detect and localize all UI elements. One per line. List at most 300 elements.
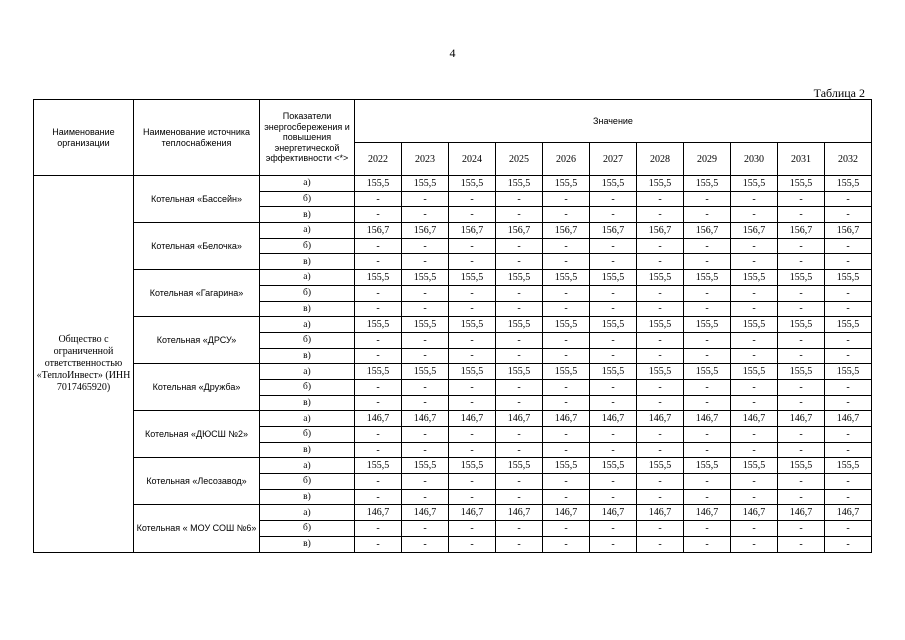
value-cell: -	[543, 348, 590, 364]
value-cell: -	[449, 395, 496, 411]
value-cell: -	[496, 254, 543, 270]
value-cell: 155,5	[637, 317, 684, 333]
indicator-label: б)	[260, 285, 355, 301]
value-cell: 155,5	[778, 317, 825, 333]
value-cell: -	[684, 427, 731, 443]
value-cell: 155,5	[543, 317, 590, 333]
year-header: 2027	[590, 143, 637, 176]
value-cell: -	[449, 285, 496, 301]
value-cell: -	[355, 191, 402, 207]
value-cell: -	[778, 191, 825, 207]
value-cell: 155,5	[731, 317, 778, 333]
value-cell: -	[402, 536, 449, 552]
value-cell: -	[449, 238, 496, 254]
value-cell: -	[731, 207, 778, 223]
value-cell: 155,5	[402, 176, 449, 192]
value-cell: -	[590, 332, 637, 348]
value-cell: -	[590, 207, 637, 223]
value-cell: 155,5	[637, 458, 684, 474]
table-caption: Таблица 2	[813, 86, 865, 100]
value-cell: -	[637, 442, 684, 458]
value-cell: -	[543, 489, 590, 505]
indicator-label: а)	[260, 223, 355, 239]
year-header: 2025	[496, 143, 543, 176]
value-cell: 146,7	[449, 505, 496, 521]
indicator-label: в)	[260, 254, 355, 270]
value-cell: 156,7	[731, 223, 778, 239]
value-cell: -	[402, 238, 449, 254]
value-cell: 155,5	[402, 364, 449, 380]
value-cell: -	[684, 191, 731, 207]
value-cell: 146,7	[402, 505, 449, 521]
value-cell: -	[731, 395, 778, 411]
table-row	[34, 505, 872, 521]
value-cell: -	[684, 348, 731, 364]
value-cell: -	[778, 207, 825, 223]
indicator-label: а)	[260, 458, 355, 474]
value-cell: 155,5	[449, 364, 496, 380]
value-cell: -	[496, 379, 543, 395]
indicator-label: в)	[260, 442, 355, 458]
value-cell: 155,5	[825, 458, 872, 474]
indicator-label: а)	[260, 270, 355, 286]
value-cell: 155,5	[496, 364, 543, 380]
indicator-label: б)	[260, 474, 355, 490]
value-cell: 146,7	[355, 411, 402, 427]
value-cell: -	[543, 207, 590, 223]
value-cell: -	[825, 254, 872, 270]
value-cell: 155,5	[731, 176, 778, 192]
value-cell: -	[449, 207, 496, 223]
indicator-label: б)	[260, 332, 355, 348]
value-cell: 155,5	[684, 317, 731, 333]
value-cell: 156,7	[778, 223, 825, 239]
value-cell: 146,7	[590, 505, 637, 521]
value-cell: -	[637, 254, 684, 270]
value-cell: -	[449, 536, 496, 552]
value-cell: -	[731, 238, 778, 254]
source-name: Котельная «Дружба»	[134, 364, 260, 411]
value-cell: -	[402, 521, 449, 537]
value-cell: 155,5	[543, 176, 590, 192]
value-cell: -	[825, 207, 872, 223]
value-cell: 155,5	[590, 364, 637, 380]
value-cell: 155,5	[496, 176, 543, 192]
value-cell: -	[637, 427, 684, 443]
value-cell: 155,5	[496, 317, 543, 333]
value-cell: 155,5	[825, 364, 872, 380]
value-cell: -	[543, 238, 590, 254]
value-cell: -	[355, 238, 402, 254]
value-cell: -	[825, 332, 872, 348]
value-cell: -	[355, 536, 402, 552]
value-cell: -	[449, 442, 496, 458]
value-cell: 155,5	[590, 458, 637, 474]
value-cell: -	[825, 395, 872, 411]
value-cell: 146,7	[778, 505, 825, 521]
value-cell: 146,7	[731, 411, 778, 427]
value-cell: -	[496, 285, 543, 301]
value-cell: 155,5	[778, 458, 825, 474]
value-cell: -	[402, 332, 449, 348]
value-cell: -	[778, 301, 825, 317]
year-header: 2023	[402, 143, 449, 176]
value-cell: -	[590, 285, 637, 301]
value-cell: 155,5	[449, 317, 496, 333]
table-row	[34, 270, 872, 286]
value-cell: -	[543, 301, 590, 317]
value-cell: 155,5	[543, 458, 590, 474]
source-name: Котельная « МОУ СОШ №6»	[134, 505, 260, 552]
value-cell: -	[449, 489, 496, 505]
year-header: 2024	[449, 143, 496, 176]
value-cell: 146,7	[825, 411, 872, 427]
value-cell: -	[684, 301, 731, 317]
value-cell: 146,7	[731, 505, 778, 521]
value-cell: 155,5	[731, 270, 778, 286]
value-cell: -	[778, 474, 825, 490]
value-cell: -	[449, 332, 496, 348]
value-cell: -	[449, 254, 496, 270]
value-cell: 146,7	[778, 411, 825, 427]
value-cell: -	[825, 427, 872, 443]
indicator-label: а)	[260, 176, 355, 192]
value-cell: 155,5	[637, 270, 684, 286]
value-cell: 156,7	[825, 223, 872, 239]
value-cell: -	[543, 395, 590, 411]
value-cell: -	[637, 489, 684, 505]
value-cell: -	[684, 489, 731, 505]
value-cell: 146,7	[543, 505, 590, 521]
table-row	[34, 223, 872, 239]
value-cell: -	[825, 191, 872, 207]
value-cell: -	[543, 379, 590, 395]
value-cell: -	[731, 332, 778, 348]
value-cell: -	[637, 238, 684, 254]
value-cell: -	[684, 207, 731, 223]
value-cell: -	[543, 254, 590, 270]
value-cell: 155,5	[449, 458, 496, 474]
value-cell: -	[402, 191, 449, 207]
value-cell: -	[355, 442, 402, 458]
indicator-label: б)	[260, 379, 355, 395]
value-cell: 155,5	[637, 364, 684, 380]
value-cell: -	[355, 207, 402, 223]
source-name: Котельная «Гагарина»	[134, 270, 260, 317]
value-cell: -	[778, 332, 825, 348]
value-cell: -	[684, 285, 731, 301]
value-cell: -	[825, 348, 872, 364]
value-cell: -	[684, 474, 731, 490]
value-cell: -	[825, 238, 872, 254]
value-cell: -	[543, 442, 590, 458]
value-cell: 146,7	[825, 505, 872, 521]
value-cell: -	[778, 254, 825, 270]
value-cell: -	[684, 238, 731, 254]
value-cell: 155,5	[825, 270, 872, 286]
value-cell: -	[825, 379, 872, 395]
value-cell: -	[543, 332, 590, 348]
header-source: Наименование источника теплоснабжения	[134, 100, 260, 176]
page-number: 4	[449, 46, 456, 60]
value-cell: -	[355, 332, 402, 348]
value-cell: -	[590, 301, 637, 317]
value-cell: -	[402, 427, 449, 443]
value-cell: -	[590, 379, 637, 395]
value-cell: 155,5	[355, 270, 402, 286]
value-cell: -	[449, 379, 496, 395]
value-cell: -	[731, 474, 778, 490]
value-cell: -	[825, 474, 872, 490]
value-cell: -	[684, 254, 731, 270]
source-name: Котельная «Бассейн»	[134, 176, 260, 223]
year-header: 2030	[731, 143, 778, 176]
value-cell: -	[449, 191, 496, 207]
value-cell: 155,5	[731, 364, 778, 380]
table-row	[34, 176, 872, 192]
value-cell: 155,5	[637, 176, 684, 192]
value-cell: -	[449, 301, 496, 317]
year-header: 2026	[543, 143, 590, 176]
value-cell: 155,5	[543, 270, 590, 286]
value-cell: -	[590, 536, 637, 552]
value-cell: 146,7	[496, 505, 543, 521]
value-cell: -	[731, 489, 778, 505]
value-cell: -	[731, 301, 778, 317]
value-cell: -	[825, 489, 872, 505]
value-cell: -	[496, 207, 543, 223]
value-cell: -	[402, 474, 449, 490]
indicator-label: в)	[260, 348, 355, 364]
value-cell: 146,7	[684, 411, 731, 427]
source-name: Котельная «Белочка»	[134, 223, 260, 270]
value-cell: -	[684, 521, 731, 537]
value-cell: 155,5	[449, 176, 496, 192]
value-cell: -	[590, 474, 637, 490]
indicator-label: а)	[260, 317, 355, 333]
indicator-label: в)	[260, 207, 355, 223]
value-cell: -	[778, 442, 825, 458]
value-cell: 155,5	[684, 176, 731, 192]
value-cell: -	[637, 301, 684, 317]
value-cell: -	[402, 379, 449, 395]
value-cell: -	[590, 191, 637, 207]
value-cell: -	[355, 489, 402, 505]
value-cell: 146,7	[637, 505, 684, 521]
value-cell: -	[543, 285, 590, 301]
value-cell: -	[402, 489, 449, 505]
value-cell: -	[637, 395, 684, 411]
value-cell: -	[778, 521, 825, 537]
indicator-label: в)	[260, 489, 355, 505]
year-header: 2031	[778, 143, 825, 176]
value-cell: -	[637, 379, 684, 395]
year-header: 2022	[355, 143, 402, 176]
value-cell: -	[402, 442, 449, 458]
indicator-label: в)	[260, 395, 355, 411]
indicator-label: а)	[260, 411, 355, 427]
value-cell: 156,7	[590, 223, 637, 239]
value-cell: -	[731, 348, 778, 364]
value-cell: 155,5	[684, 364, 731, 380]
value-cell: -	[590, 395, 637, 411]
indicator-label: а)	[260, 364, 355, 380]
value-cell: 146,7	[449, 411, 496, 427]
table-body	[34, 176, 872, 553]
year-header: 2029	[684, 143, 731, 176]
value-cell: -	[496, 427, 543, 443]
value-cell: -	[778, 489, 825, 505]
value-cell: -	[590, 489, 637, 505]
value-cell: -	[543, 521, 590, 537]
indicator-label: б)	[260, 427, 355, 443]
value-cell: 155,5	[543, 364, 590, 380]
value-cell: 155,5	[778, 364, 825, 380]
value-cell: 155,5	[590, 270, 637, 286]
source-name: Котельная «Лесозавод»	[134, 458, 260, 505]
value-cell: -	[825, 521, 872, 537]
header-value: Значение	[355, 100, 872, 143]
value-cell: -	[355, 285, 402, 301]
value-cell: 155,5	[590, 317, 637, 333]
value-cell: -	[496, 521, 543, 537]
indicator-label: б)	[260, 191, 355, 207]
value-cell: -	[778, 238, 825, 254]
value-cell: -	[778, 348, 825, 364]
organization-name: Общество с ограниченной ответственностью «ТеплоИнвест» (ИНН 7017465920)	[34, 176, 134, 553]
value-cell: -	[637, 285, 684, 301]
value-cell: -	[637, 521, 684, 537]
value-cell: -	[355, 301, 402, 317]
value-cell: -	[825, 301, 872, 317]
value-cell: -	[496, 442, 543, 458]
value-cell: 155,5	[496, 458, 543, 474]
value-cell: -	[496, 301, 543, 317]
value-cell: 156,7	[637, 223, 684, 239]
indicator-label: б)	[260, 238, 355, 254]
value-cell: 146,7	[355, 505, 402, 521]
value-cell: -	[731, 191, 778, 207]
value-cell: -	[449, 427, 496, 443]
value-cell: -	[637, 536, 684, 552]
table-row	[34, 364, 872, 380]
value-cell: -	[496, 474, 543, 490]
value-cell: 156,7	[496, 223, 543, 239]
value-cell: -	[684, 395, 731, 411]
indicator-label: а)	[260, 505, 355, 521]
value-cell: -	[496, 332, 543, 348]
value-cell: -	[543, 191, 590, 207]
value-cell: 156,7	[449, 223, 496, 239]
value-cell: 155,5	[684, 458, 731, 474]
value-cell: -	[684, 379, 731, 395]
value-cell: 155,5	[355, 317, 402, 333]
value-cell: -	[543, 474, 590, 490]
value-cell: -	[402, 285, 449, 301]
year-header: 2032	[825, 143, 872, 176]
indicator-label: б)	[260, 521, 355, 537]
value-cell: 156,7	[543, 223, 590, 239]
value-cell: -	[402, 207, 449, 223]
value-cell: -	[355, 395, 402, 411]
value-cell: -	[496, 238, 543, 254]
value-cell: -	[778, 285, 825, 301]
value-cell: -	[731, 521, 778, 537]
indicator-label: в)	[260, 536, 355, 552]
value-cell: -	[684, 332, 731, 348]
value-cell: -	[825, 442, 872, 458]
value-cell: 155,5	[590, 176, 637, 192]
value-cell: 155,5	[731, 458, 778, 474]
value-cell: 155,5	[825, 176, 872, 192]
value-cell: 146,7	[637, 411, 684, 427]
value-cell: -	[449, 521, 496, 537]
value-cell: -	[449, 348, 496, 364]
value-cell: -	[590, 521, 637, 537]
value-cell: 155,5	[355, 364, 402, 380]
value-cell: -	[684, 536, 731, 552]
value-cell: -	[496, 395, 543, 411]
table-row	[34, 458, 872, 474]
table-row	[34, 411, 872, 427]
value-cell: -	[590, 348, 637, 364]
value-cell: -	[543, 427, 590, 443]
value-cell: 155,5	[496, 270, 543, 286]
header-organization: Наименование организации	[34, 100, 134, 176]
value-cell: -	[637, 191, 684, 207]
value-cell: -	[543, 536, 590, 552]
indicator-label: в)	[260, 301, 355, 317]
value-cell: 146,7	[402, 411, 449, 427]
value-cell: -	[637, 348, 684, 364]
value-cell: 155,5	[402, 317, 449, 333]
value-cell: -	[496, 489, 543, 505]
value-cell: 146,7	[496, 411, 543, 427]
source-name: Котельная «ДЮСШ №2»	[134, 411, 260, 458]
value-cell: -	[402, 254, 449, 270]
value-cell: -	[731, 285, 778, 301]
value-cell: 155,5	[778, 176, 825, 192]
value-cell: 156,7	[684, 223, 731, 239]
value-cell: -	[684, 442, 731, 458]
value-cell: -	[825, 536, 872, 552]
value-cell: -	[402, 348, 449, 364]
value-cell: -	[637, 332, 684, 348]
value-cell: 156,7	[402, 223, 449, 239]
value-cell: -	[590, 238, 637, 254]
value-cell: 155,5	[684, 270, 731, 286]
value-cell: -	[449, 474, 496, 490]
value-cell: -	[355, 379, 402, 395]
value-cell: -	[590, 442, 637, 458]
value-cell: -	[637, 207, 684, 223]
value-cell: 155,5	[355, 458, 402, 474]
value-cell: -	[355, 348, 402, 364]
value-cell: 155,5	[825, 317, 872, 333]
value-cell: -	[731, 442, 778, 458]
value-cell: -	[778, 427, 825, 443]
energy-efficiency-table	[33, 99, 872, 553]
value-cell: 146,7	[543, 411, 590, 427]
value-cell: -	[778, 379, 825, 395]
value-cell: -	[825, 285, 872, 301]
year-header: 2028	[637, 143, 684, 176]
value-cell: -	[496, 536, 543, 552]
value-cell: -	[402, 395, 449, 411]
value-cell: 155,5	[355, 176, 402, 192]
value-cell: 155,5	[402, 270, 449, 286]
value-cell: -	[637, 474, 684, 490]
